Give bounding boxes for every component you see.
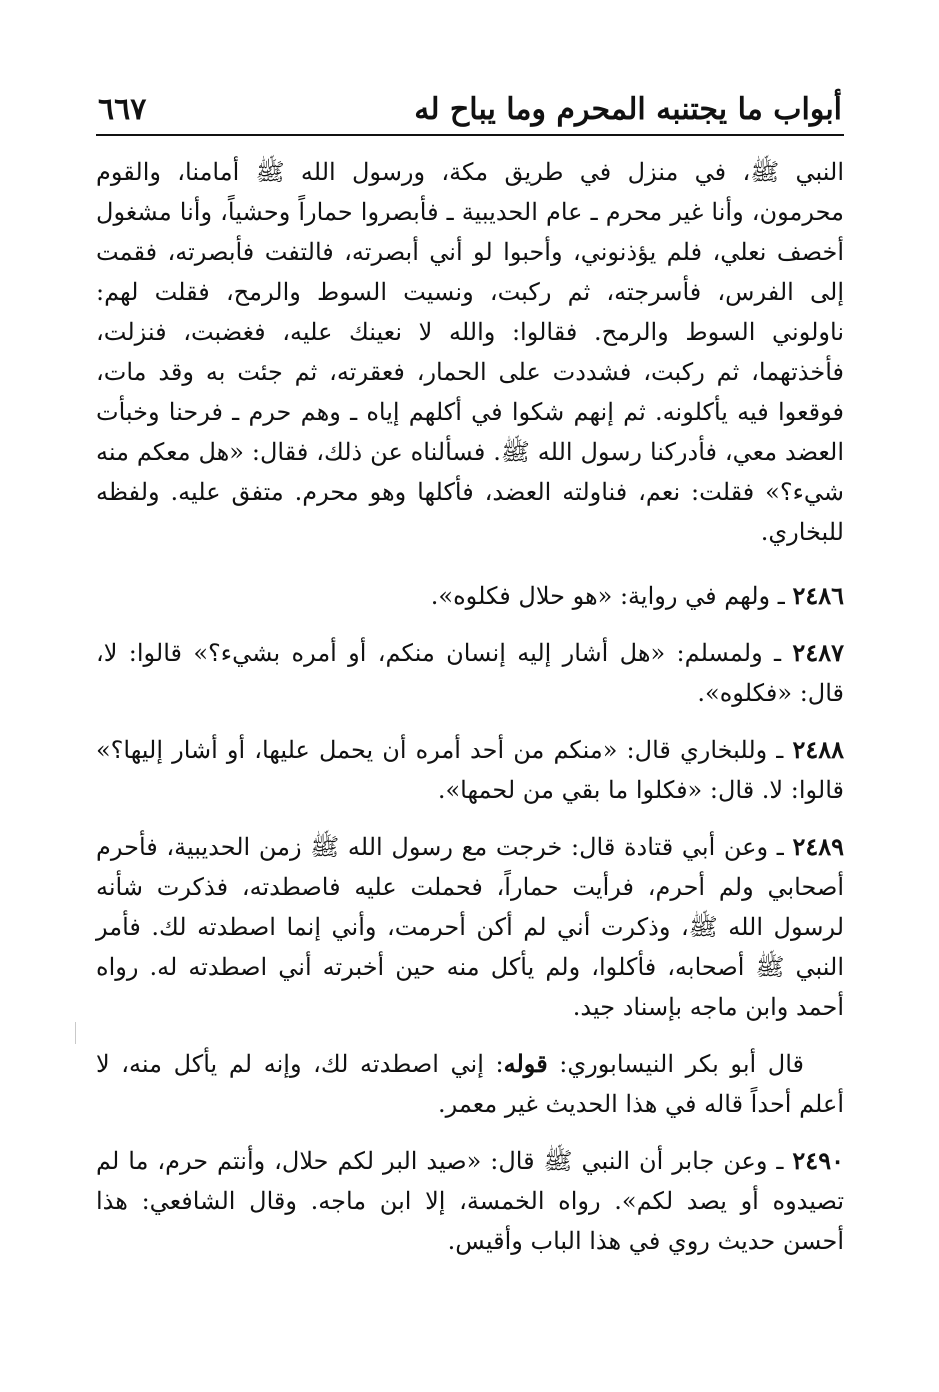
- book-page: [96, 86, 844, 1346]
- text-line: ـ ولهم في رواية: «هو حلال فكلوه».: [430, 582, 785, 610]
- hadith-number: ٢٤٨٧: [792, 638, 844, 667]
- commentary-lead: قال أبو بكر النيسابوري:: [547, 1050, 805, 1078]
- chapter-title: أبواب ما يجتنبه المحرم وما يباح له: [414, 92, 842, 127]
- text-line: فأبصرته، فقمت إلى الفرس، فأسرجته، ثم ركبت، ونسيت السوط والرمح،: [96, 238, 845, 306]
- text-line: مشغول أخصف نعلي، فلم يؤذنوني، وأحبوا لو أني أبصرته، فالتفت: [96, 198, 844, 266]
- text-line: : إني اصطدته لك، وإنه لم يأكل منه، لا: [96, 1050, 504, 1078]
- hadith-continuation: [96, 152, 844, 552]
- text-line: ـ وعن جابر أن النبي ﷺ قال: «صيد البر لكم حلال، وأنتم: [217, 1147, 784, 1175]
- scan-margin-mark: [75, 1022, 76, 1044]
- text-line: الحديبية، فأحرم أصحابي ولم أحرم، فرأيت حماراً، فحملت عليه فاصطدته،: [96, 833, 844, 901]
- hadith-number: ٢٤٨٨: [792, 735, 844, 764]
- text-line: حرم، ما لم تصيدوه أو يصد لكم». رواه الخمسة، إلا ابن ماجه. وقال: [96, 1147, 844, 1215]
- page-number: ٦٦٧: [98, 92, 147, 127]
- text-line: فنزلت، فأخذتهما، ثم ركبت، فشددت على الحمار، فعقرته، ثم جئت به: [96, 318, 844, 386]
- commentary-keyword: قوله: [503, 1049, 548, 1078]
- text-line: ـ وعن أبي قتادة قال: خرجت مع رسول الله ﷺ زمن: [258, 833, 784, 861]
- commentary-paragraph: [96, 1044, 844, 1124]
- text-line: ـ ولمسلم: «هل أشار إليه إنسان منكم، أو أمره بشيء؟» قالوا:: [128, 639, 782, 667]
- hadith-number: ٢٤٨٦: [792, 581, 844, 610]
- page-body: [96, 152, 844, 1261]
- text-line: «هل معكم منه شيء؟» فقلت: نعم، فناولته العضد، فأكلها وهو محرم. متفق: [96, 438, 844, 506]
- text-line: وقد مات، فوقعوا فيه يأكلونه. ثم إنهم شكوا في أكلهم إياه ـ وهم حرم ـ: [96, 358, 844, 426]
- hadith-2490: [96, 1141, 844, 1261]
- hadith-2487: [96, 633, 844, 713]
- hadith-number: ٢٤٩٠: [792, 1146, 844, 1175]
- text-line: محرمون، وأنا غير محرم ـ عام الحديبية ـ فأبصروا حماراً وحشياً، وأنا: [179, 198, 844, 226]
- text-line: إليها؟» قالوا: لا. قال: «فكلوا ما بقي من لحمها».: [96, 736, 844, 804]
- text-line: الشافعي: هذا أحسن حديث روي في هذا الباب وأقيس.: [96, 1187, 844, 1255]
- text-line: اصطدته لك. فأمر النبي ﷺ أصحابه، فأكلوا، ولم يأكل منه حين أخبرته أني: [96, 913, 844, 981]
- text-line: فذكرت شأنه لرسول الله ﷺ، وذكرت أني لم أكن أحرمت، وأني إنما: [96, 873, 844, 941]
- text-line: ـ وللبخاري قال: «منكم من أحد أمره أن يحمل عليها، أو أشار: [172, 736, 784, 764]
- text-line: عليه. ولفظه للبخاري.: [96, 478, 844, 546]
- hadith-2488: [96, 730, 844, 810]
- running-header: [96, 86, 844, 136]
- hadith-2486: [96, 576, 844, 616]
- text-line: النبي ﷺ، في منزل في طريق مكة، ورسول الله ﷺ أمامنا، والقوم: [96, 158, 844, 186]
- text-line: أعلم أحداً قاله في هذا الحديث غير معمر.: [438, 1090, 844, 1118]
- hadith-number: ٢٤٨٩: [792, 832, 845, 861]
- hadith-2489: [96, 827, 844, 1027]
- text-line: فرحنا وخبأت العضد معي، فأدركنا رسول الله ﷺ. فسألناه عن ذلك، فقال:: [96, 398, 844, 466]
- text-line: اصطدته له. رواه أحمد وابن ماجه بإسناد جيد.: [96, 953, 844, 1021]
- text-line: فقلت لهم: ناولوني السوط والرمح. فقالوا: والله لا نعينك عليه، فغضبت،: [96, 278, 844, 346]
- text-line: لا، قال: «فكلوه».: [96, 639, 844, 707]
